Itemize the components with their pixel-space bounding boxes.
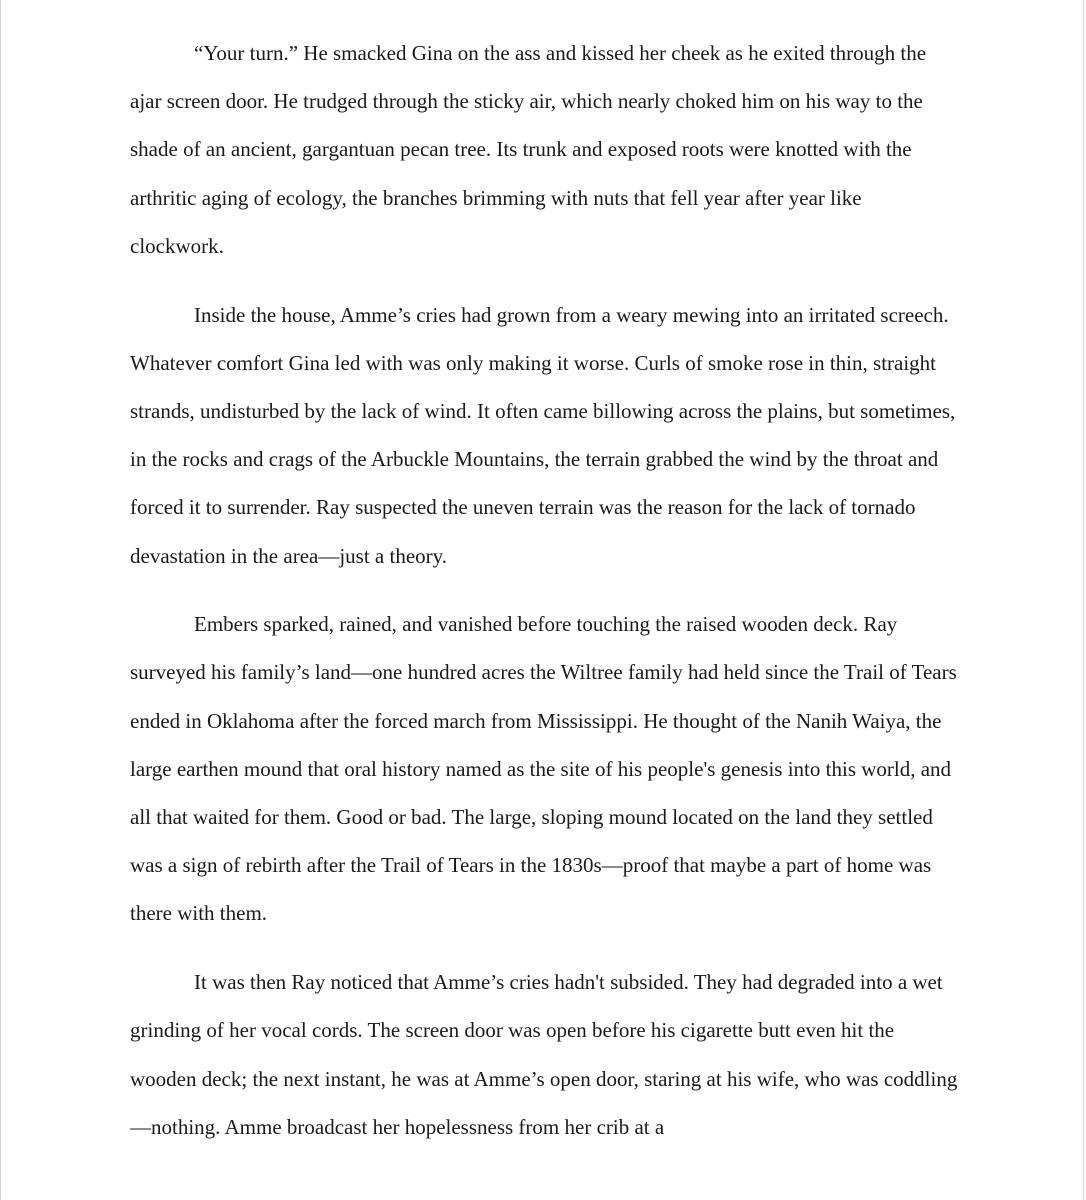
paragraph: It was then Ray noticed that Amme’s cries hadn't subsided. They had degraded into a wet grinding of her vocal cords. The screen door was open before his cigarette butt even hit the wooden deck; the next instant, he was at Amme’s open door, staring at his wife, who was coddling—nothing. Amme broadcast her hopelessness from her crib at a bbox=[130, 970, 958, 1139]
paragraph: Embers sparked, rained, and vanished before touching the raised wooden deck. Ray surveyed his family’s land—one hundred acres the Wiltree family had held since the Trail of Tears ended in Oklahoma after the forced march from Mississippi. He thought of the Nanih Waiya, the large earthen mound that oral history named as the site of his people's genesis into this world, and all that waited for them. Good or bad. The large, sloping mound located on the land they settled was a sign of rebirth after the Trail of Tears in the 1830s—proof that maybe a part of home was there with them. bbox=[130, 612, 957, 926]
paragraph: “Your turn.” He smacked Gina on the ass and kissed her cheek as he exited through the ajar screen door. He trudged through the sticky air, which nearly choked him on his way to the shade of an ancient, gargantuan pecan tree. Its trunk and exposed roots were knotted with the arthritic aging of ecology, the branches brimming with nuts that fell year after year like clockwork. bbox=[130, 41, 927, 258]
paragraph: Inside the house, Amme’s cries had grown from a weary mewing into an irritated screech. Whatever comfort Gina led with was only making it worse. Curls of smoke rose in thin, straight strands, undisturbed by the lack of wind. It often came billowing across the plains, but sometimes, in the rocks and crags of the Arbuckle Mountains, the terrain grabbed the wind by the throat and forced it to surrender. Ray suspected the uneven terrain was the reason for the lack of tornado devastation in the area—just a theory. bbox=[130, 302, 956, 568]
document-body bbox=[130, 29, 960, 1171]
